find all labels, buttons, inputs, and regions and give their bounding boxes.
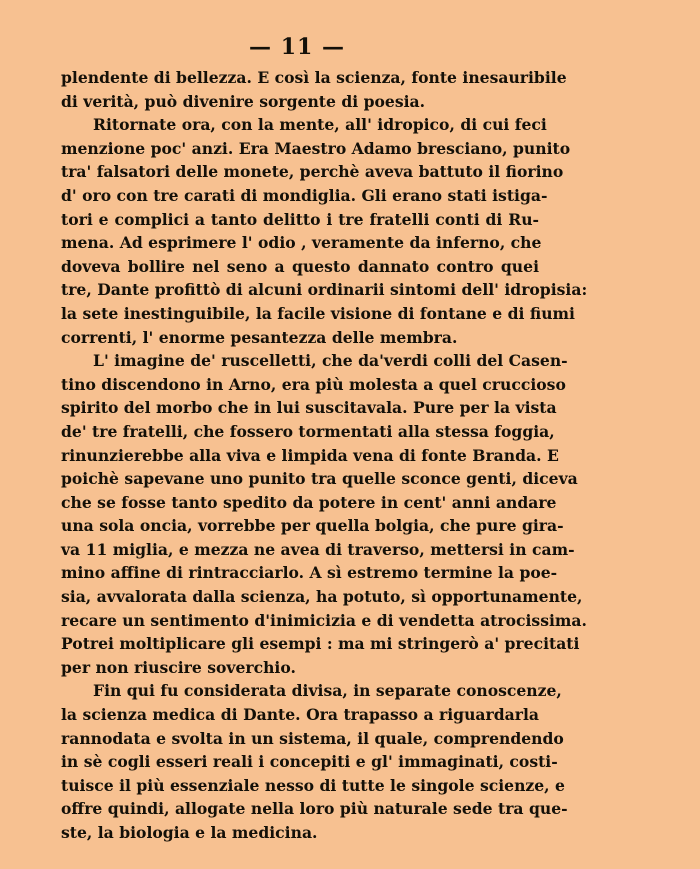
text-line: d' oro con tre carati di mondiglia. Gli erano stati istiga- <box>61 185 548 205</box>
text-line: tori e complici a tanto delitto i tre fratelli conti di Ru- <box>61 209 539 229</box>
text-line: tra' falsatori delle monete, perchè aveva battuto il fiorino <box>61 162 564 182</box>
text-line: in sè cogli esseri reali i concepiti e gl' immaginati, costi- <box>61 752 558 772</box>
paragraph <box>61 679 568 844</box>
text-line: sia, avvalorata dalla scienza, ha potuto, sì opportunamente, <box>61 587 583 607</box>
body-text <box>61 66 588 845</box>
text-line: doveva bollire nel seno a questo dannato contro quei <box>61 256 539 276</box>
text-line: rinunzierebbe alla viva e limpida vena di fonte Branda. E <box>61 445 559 465</box>
text-line: mino affine di rintracciarlo. A sì estremo termine la poe- <box>61 563 558 583</box>
text-line: menzione poc' anzi. Era Maestro Adamo bresciano, punito <box>61 138 571 158</box>
paragraph <box>61 66 567 113</box>
text-line: plendente di bellezza. E così la scienza, fonte inesauribile <box>61 68 567 87</box>
paragraph <box>61 113 588 349</box>
text-line: poichè sapevane uno punito tra quelle sconce genti, diceva <box>61 469 578 489</box>
text-line: tino discendono in Arno, era più molesta a quel cruccioso <box>61 374 566 394</box>
text-line: che se fosse tanto spedito da potere in cent' anni andare <box>61 492 557 512</box>
text-line: Potrei moltiplicare gli esempi : ma mi stringerò a' precitati <box>61 634 580 654</box>
text-line: spirito del morbo che in lui suscitavala. Pure per la vista <box>61 398 557 418</box>
text-line: tre, Dante profittò di alcuni ordinarii sintomi dell' idropisia: <box>61 280 588 300</box>
page-number: — 11 — <box>249 34 345 60</box>
text-line: Fin qui fu considerata divisa, in separate conoscenze, <box>93 681 562 701</box>
text-line: la sete inestinguibile, la facile visione di fontane e di fiumi <box>61 303 575 323</box>
text-line: de' tre fratelli, che fossero tormentati alla stessa foggia, <box>61 421 555 441</box>
text-line: ste, la biologia e la medicina. <box>61 823 318 842</box>
text-line: correnti, l' enorme pesantezza delle membra. <box>61 327 458 347</box>
text-line: per non riuscire soverchio. <box>61 657 296 677</box>
text-line: rannodata e svolta in un sistema, il quale, comprendendo <box>61 728 564 748</box>
text-line: tuisce il più essenziale nesso di tutte le singole scienze, e <box>61 775 565 795</box>
text-line: Ritornate ora, con la mente, all' idropico, di cui feci <box>93 115 547 135</box>
text-line: offre quindi, allogate nella loro più naturale sede tra que- <box>61 799 568 819</box>
text-line: va 11 miglia, e mezza ne avea di traverso, mettersi in cam- <box>61 539 575 559</box>
text-line: di verità, può divenire sorgente di poesia. <box>61 91 426 111</box>
text-line: la scienza medica di Dante. Ora trapasso a riguardarla <box>61 705 539 725</box>
text-line: L' imagine de' ruscelletti, che da'verdi colli del Casen- <box>93 351 568 371</box>
text-line: una sola oncia, vorrebbe per quella bolgia, che pure gira- <box>61 516 564 536</box>
text-line: mena. Ad esprimere l' odio , veramente da inferno, che <box>61 233 542 253</box>
text-line: recare un sentimento d'inimicizia e di vendetta atrocissima. <box>61 610 587 630</box>
paragraph <box>61 349 587 679</box>
